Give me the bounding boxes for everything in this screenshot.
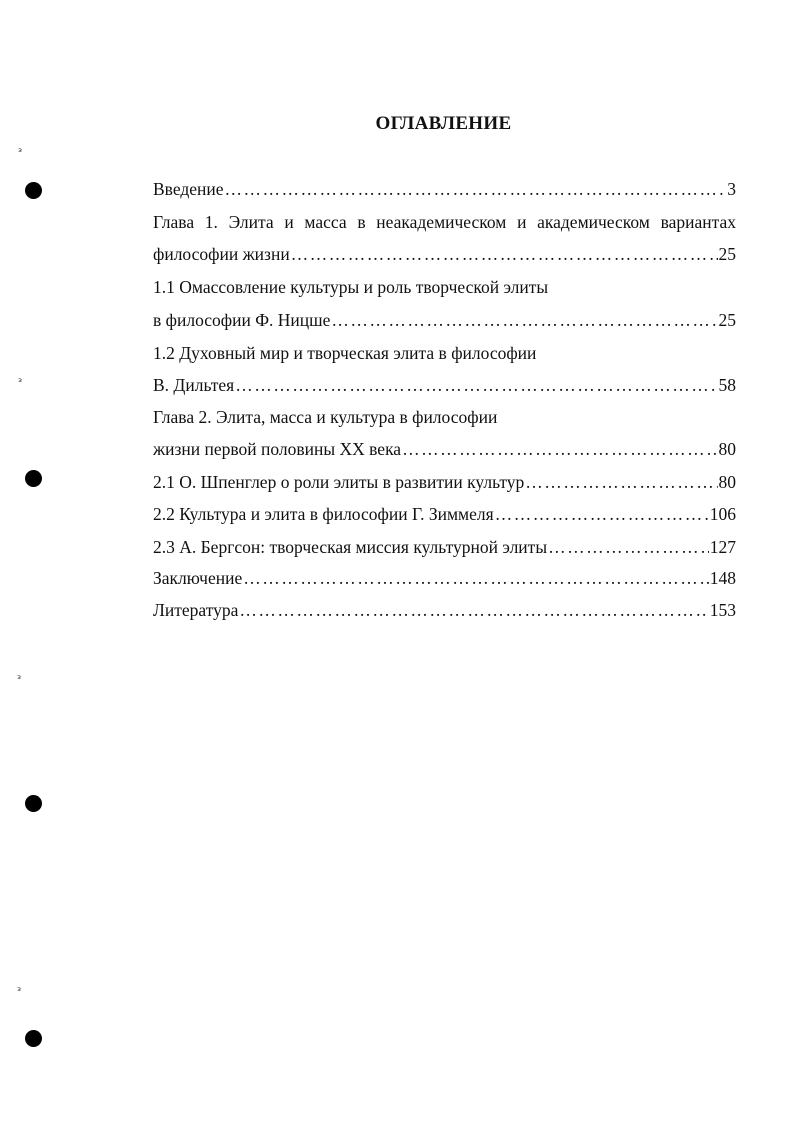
toc-entry-label: Введение [153, 179, 224, 199]
toc-page-number: 80 [718, 439, 736, 459]
dot-leader [243, 566, 709, 590]
scan-speck: ᵌ [17, 672, 22, 686]
dot-leader [239, 598, 708, 622]
toc-page-number: 25 [718, 310, 736, 330]
toc-entry-label: 2.1 О. Шпенглер о роли элиты в развитии культур [153, 472, 525, 492]
toc-entry-conclusion[interactable] [153, 566, 736, 590]
toc-entry-label: В. Дильтея [153, 375, 235, 395]
scan-speck: ᵌ [18, 145, 23, 159]
toc-entry-label: 2.2 Культура и элита в философии Г. Зиммеля [153, 504, 494, 524]
toc-entry-section-1-2[interactable] [153, 373, 736, 397]
punch-hole-dot [25, 182, 42, 199]
toc-entry-label: философии жизни [153, 244, 290, 264]
toc-page-number: 25 [718, 244, 736, 264]
toc-page-number: 80 [718, 472, 736, 492]
toc-entry-section-2-3[interactable] [153, 535, 736, 559]
toc-entry-bibliography[interactable] [153, 598, 736, 622]
toc-entry-chapter-1[interactable] [153, 242, 736, 266]
toc-entry-chapter-1-title[interactable]: Глава 1. Элита и масса в неакадемическом и академическом вариантах [153, 212, 736, 232]
dot-leader [495, 502, 709, 526]
scan-speck: ᵌ [18, 375, 23, 389]
page-title: ОГЛАВЛЕНИЕ [375, 113, 512, 134]
dot-leader [525, 470, 717, 494]
toc-entry-section-2-2[interactable] [153, 502, 736, 526]
toc-entry-chapter-2-title[interactable]: Глава 2. Элита, масса и культура в философии [153, 407, 498, 427]
toc-page-number: 58 [718, 375, 736, 395]
toc-entry-introduction[interactable] [153, 177, 736, 201]
toc-page-number: 148 [709, 568, 736, 588]
toc-entry-label: Литература [153, 600, 239, 620]
toc-entry-section-1-1-title[interactable]: 1.1 Омассовление культуры и роль творческой элиты [153, 277, 549, 297]
toc-entry-section-1-2-title[interactable]: 1.2 Духовный мир и творческая элита в философии [153, 343, 537, 363]
toc-entry-label: 2.3 А. Бергсон: творческая миссия культурной элиты [153, 537, 548, 557]
punch-hole-dot [25, 795, 42, 812]
dot-leader [235, 373, 717, 397]
toc-entry-section-1-1[interactable] [153, 308, 736, 332]
dot-leader [402, 437, 717, 461]
toc-entry-label: жизни первой половины XX века [153, 439, 402, 459]
dot-leader [225, 177, 727, 201]
toc-page-number: 3 [727, 179, 736, 199]
scan-speck: ᵌ [17, 984, 22, 998]
toc-page-number: 106 [709, 504, 736, 524]
dot-leader [291, 242, 718, 266]
toc-entry-label: в философии Ф. Ницше [153, 310, 331, 330]
toc-entry-chapter-2[interactable] [153, 437, 736, 461]
dot-leader [331, 308, 717, 332]
toc-page-number: 153 [709, 600, 736, 620]
toc-entry-section-2-1[interactable] [153, 470, 736, 494]
toc-entry-label: Заключение [153, 568, 243, 588]
toc-page-number: 127 [709, 537, 736, 557]
dot-leader [548, 535, 709, 559]
punch-hole-dot [25, 1030, 42, 1047]
punch-hole-dot [25, 470, 42, 487]
